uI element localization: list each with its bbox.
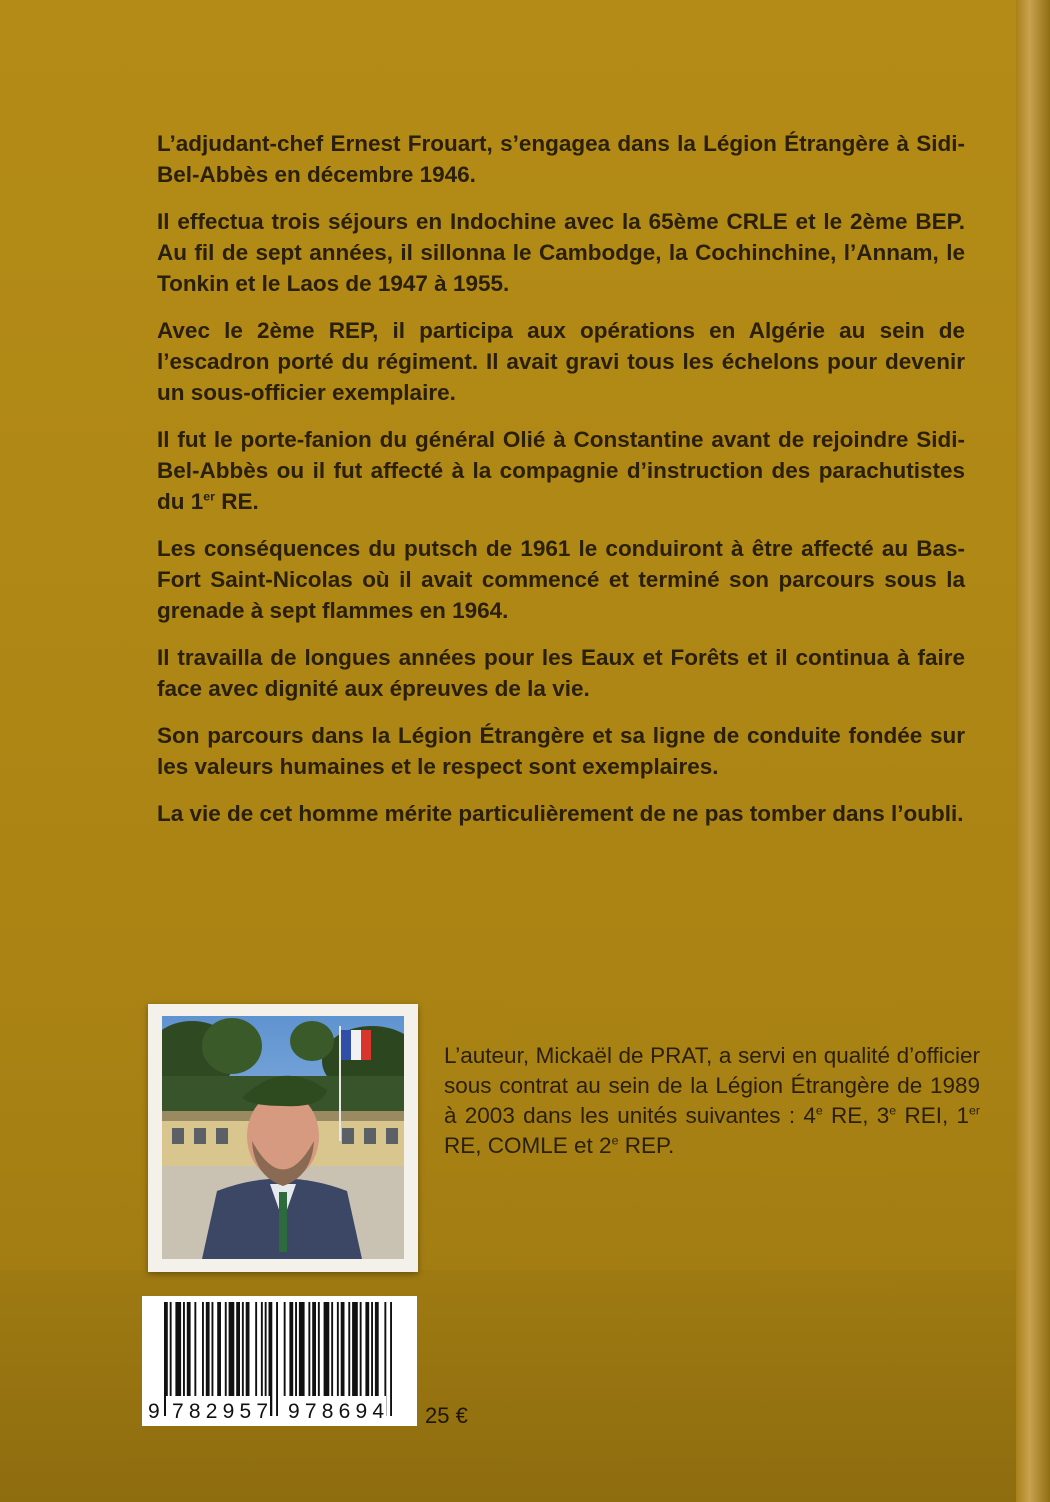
author-bio-text-e: REP. xyxy=(618,1133,675,1158)
paragraph-5: Les conséquences du putsch de 1961 le conduiront à être affecté au Bas-Fort Saint-Nicolas où il avait commencé et terminé son parcours sous la grenade à sept flammes en 1964. xyxy=(157,536,965,623)
isbn-barcode xyxy=(142,1296,417,1426)
author-bio-text-d: RE, COMLE et 2 xyxy=(444,1133,612,1158)
barcode-digits-left: 782957 xyxy=(172,1400,268,1423)
author-bio-text-a: L’auteur, Mickaël de PRAT, a servi en qualité d’officier sous contrat au sein de la Légion Étrangère de 1989 à 2003 dans les unités suivantes : 4 xyxy=(444,1043,980,1128)
paragraph-3: Avec le 2ème REP, il participa aux opérations en Algérie au sein de l’escadron porté du régiment. Il avait gravi tous les échelons pour devenir un sous-officier exemplaire. xyxy=(157,318,965,405)
paragraph-7: Son parcours dans la Légion Étrangère et sa ligne de conduite fondée sur les valeurs humaines et le respect sont exemplaires. xyxy=(157,723,965,779)
author-bio-sup-1: e xyxy=(815,1103,823,1118)
paragraph-8: La vie de cet homme mérite particulièrement de ne pas tomber dans l’oubli. xyxy=(157,801,964,826)
author-photo-frame xyxy=(148,1004,418,1272)
author-bio-text-b: RE, 3 xyxy=(822,1103,890,1128)
author-bio-sup-4: e xyxy=(611,1133,619,1148)
paragraph-4-sup: er xyxy=(203,489,215,504)
paragraph-1: L’adjudant-chef Ernest Frouart, s’engagea dans la Légion Étrangère à Sidi-Bel-Abbès en décembre 1946. xyxy=(157,131,965,187)
barcode-bar xyxy=(276,1302,278,1416)
paragraph-6: Il travailla de longues années pour les Eaux et Forêts et il continua à faire face avec dignité aux épreuves de la vie. xyxy=(157,645,965,701)
summary-text xyxy=(157,128,965,845)
paragraph-4 xyxy=(157,424,965,517)
price: 25 € xyxy=(425,1403,468,1428)
barcode-digits-right: 978694 xyxy=(288,1400,384,1423)
author-bio xyxy=(444,1041,980,1161)
paragraph-4-text: Il fut le porte-fanion du général Olié à Constantine avant de rejoindre Sidi-Bel-Abbès ou il fut affecté à la compagnie d’instruction des parachutistes du 1 xyxy=(157,427,965,514)
author-photo xyxy=(162,1016,404,1259)
author-photo-image xyxy=(162,1016,404,1259)
author-bio-sup-2: e xyxy=(889,1103,897,1118)
barcode-graphic xyxy=(142,1296,417,1426)
author-bio-sup-3: er xyxy=(968,1103,980,1118)
book-spine-edge xyxy=(1016,0,1050,1502)
paragraph-2: Il effectua trois séjours en Indochine avec la 65ème CRLE et le 2ème BEP. Au fil de sept années, il sillonna le Cambodge, la Cochinchine, l’Annam, le Tonkin et le Laos de 1947 à 1955. xyxy=(157,209,965,296)
author-bio-text-c: REI, 1 xyxy=(896,1103,969,1128)
paragraph-4-end: RE. xyxy=(214,489,259,514)
barcode-digit-lead: 9 xyxy=(148,1400,160,1423)
barcode-bar xyxy=(390,1302,392,1416)
